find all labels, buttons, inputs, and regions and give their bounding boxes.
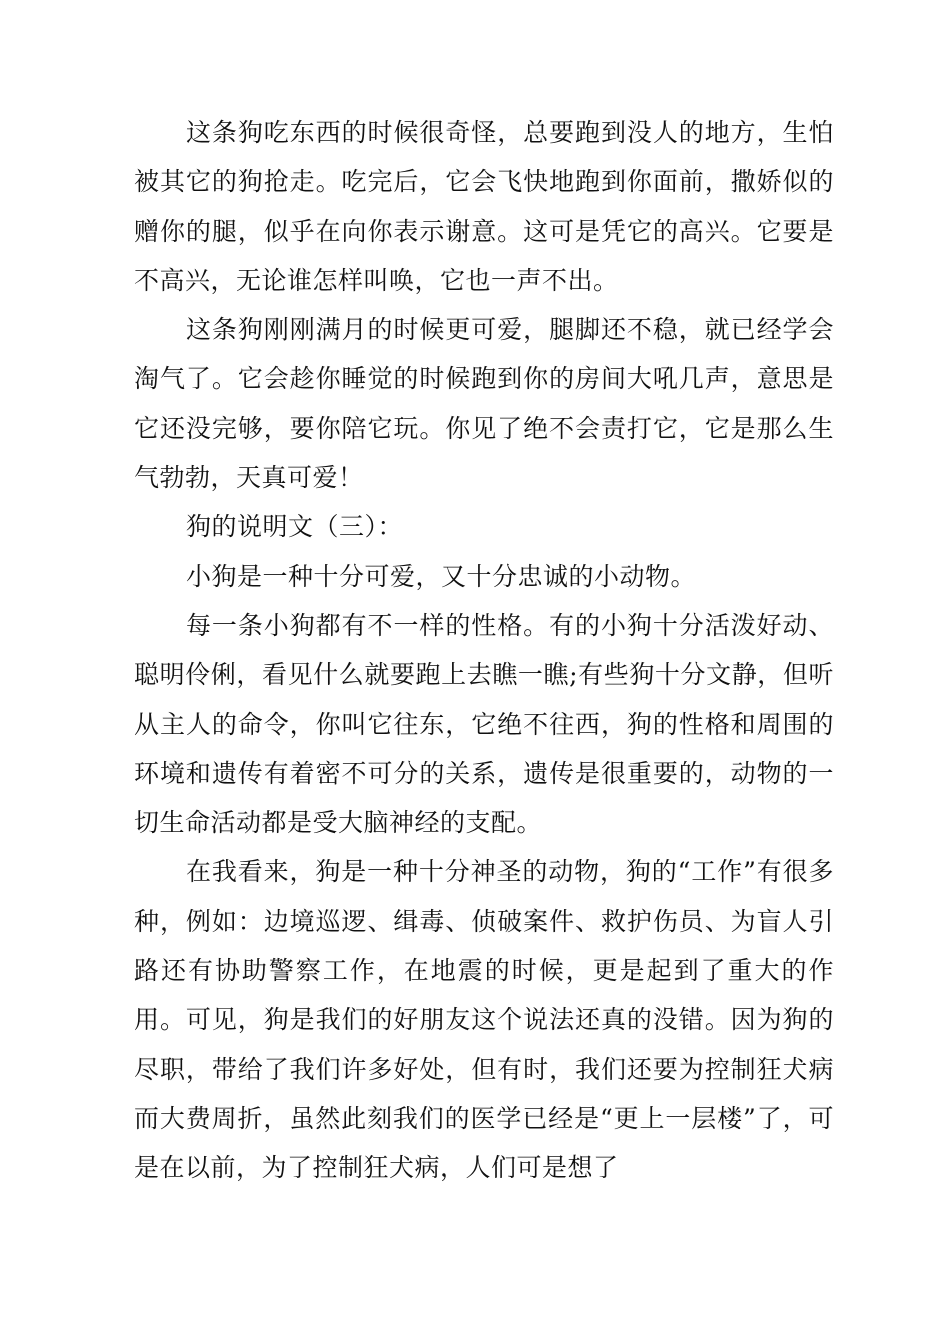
paragraph-4: 每一条小狗都有不一样的性格。有的小狗十分活泼好动、聪明伶俐，看见什么就要跑上去瞧一瞧;有些狗十分文静，但听从主人的命令，你叫它往东，它绝不往西，狗的性格和周围的环境和遗传有着密不可分的关系，遗传是很重要的，动物的一切生命活动都是受大脑神经的支配。 [134,610,834,838]
document-body [134,108,834,1193]
paragraph-5: 在我看来，狗是一种十分神圣的动物，狗的“工作”有很多种，例如：边境巡逻、缉毒、侦破案件、救护伤员、为盲人引路还有协助警察工作，在地震的时候，更是起到了重大的作用。可见，狗是我们的好朋友这个说法还真的没错。因为狗的尽职，带给了我们许多好处，但有时，我们还要为控制狂犬病而大费周折，虽然此刻我们的医学已经是“更上一层楼”了，可是在以前，为了控制狂犬病，人们可是想了 [134,857,834,1183]
paragraph-3: 小狗是一种十分可爱，又十分忠诚的小动物。 [186,561,697,591]
paragraph-1: 这条狗吃东西的时候很奇怪，总要跑到没人的地方，生怕被其它的狗抢走。吃完后，它会飞快地跑到你面前，撒娇似的赠你的腿，似乎在向你表示谢意。这可是凭它的高兴。它要是不高兴，无论谁怎样叫唤，它也一声不出。 [134,118,834,295]
paragraph-2: 这条狗刚刚满月的时候更可爱，腿脚还不稳，就已经学会淘气了。它会趁你睡觉的时候跑到你的房间大吼几声，意思是它还没完够，要你陪它玩。你见了绝不会责打它，它是那么生气勃勃，天真可爱！ [134,315,834,493]
section-heading: 狗的说明文（三）： [186,512,404,542]
